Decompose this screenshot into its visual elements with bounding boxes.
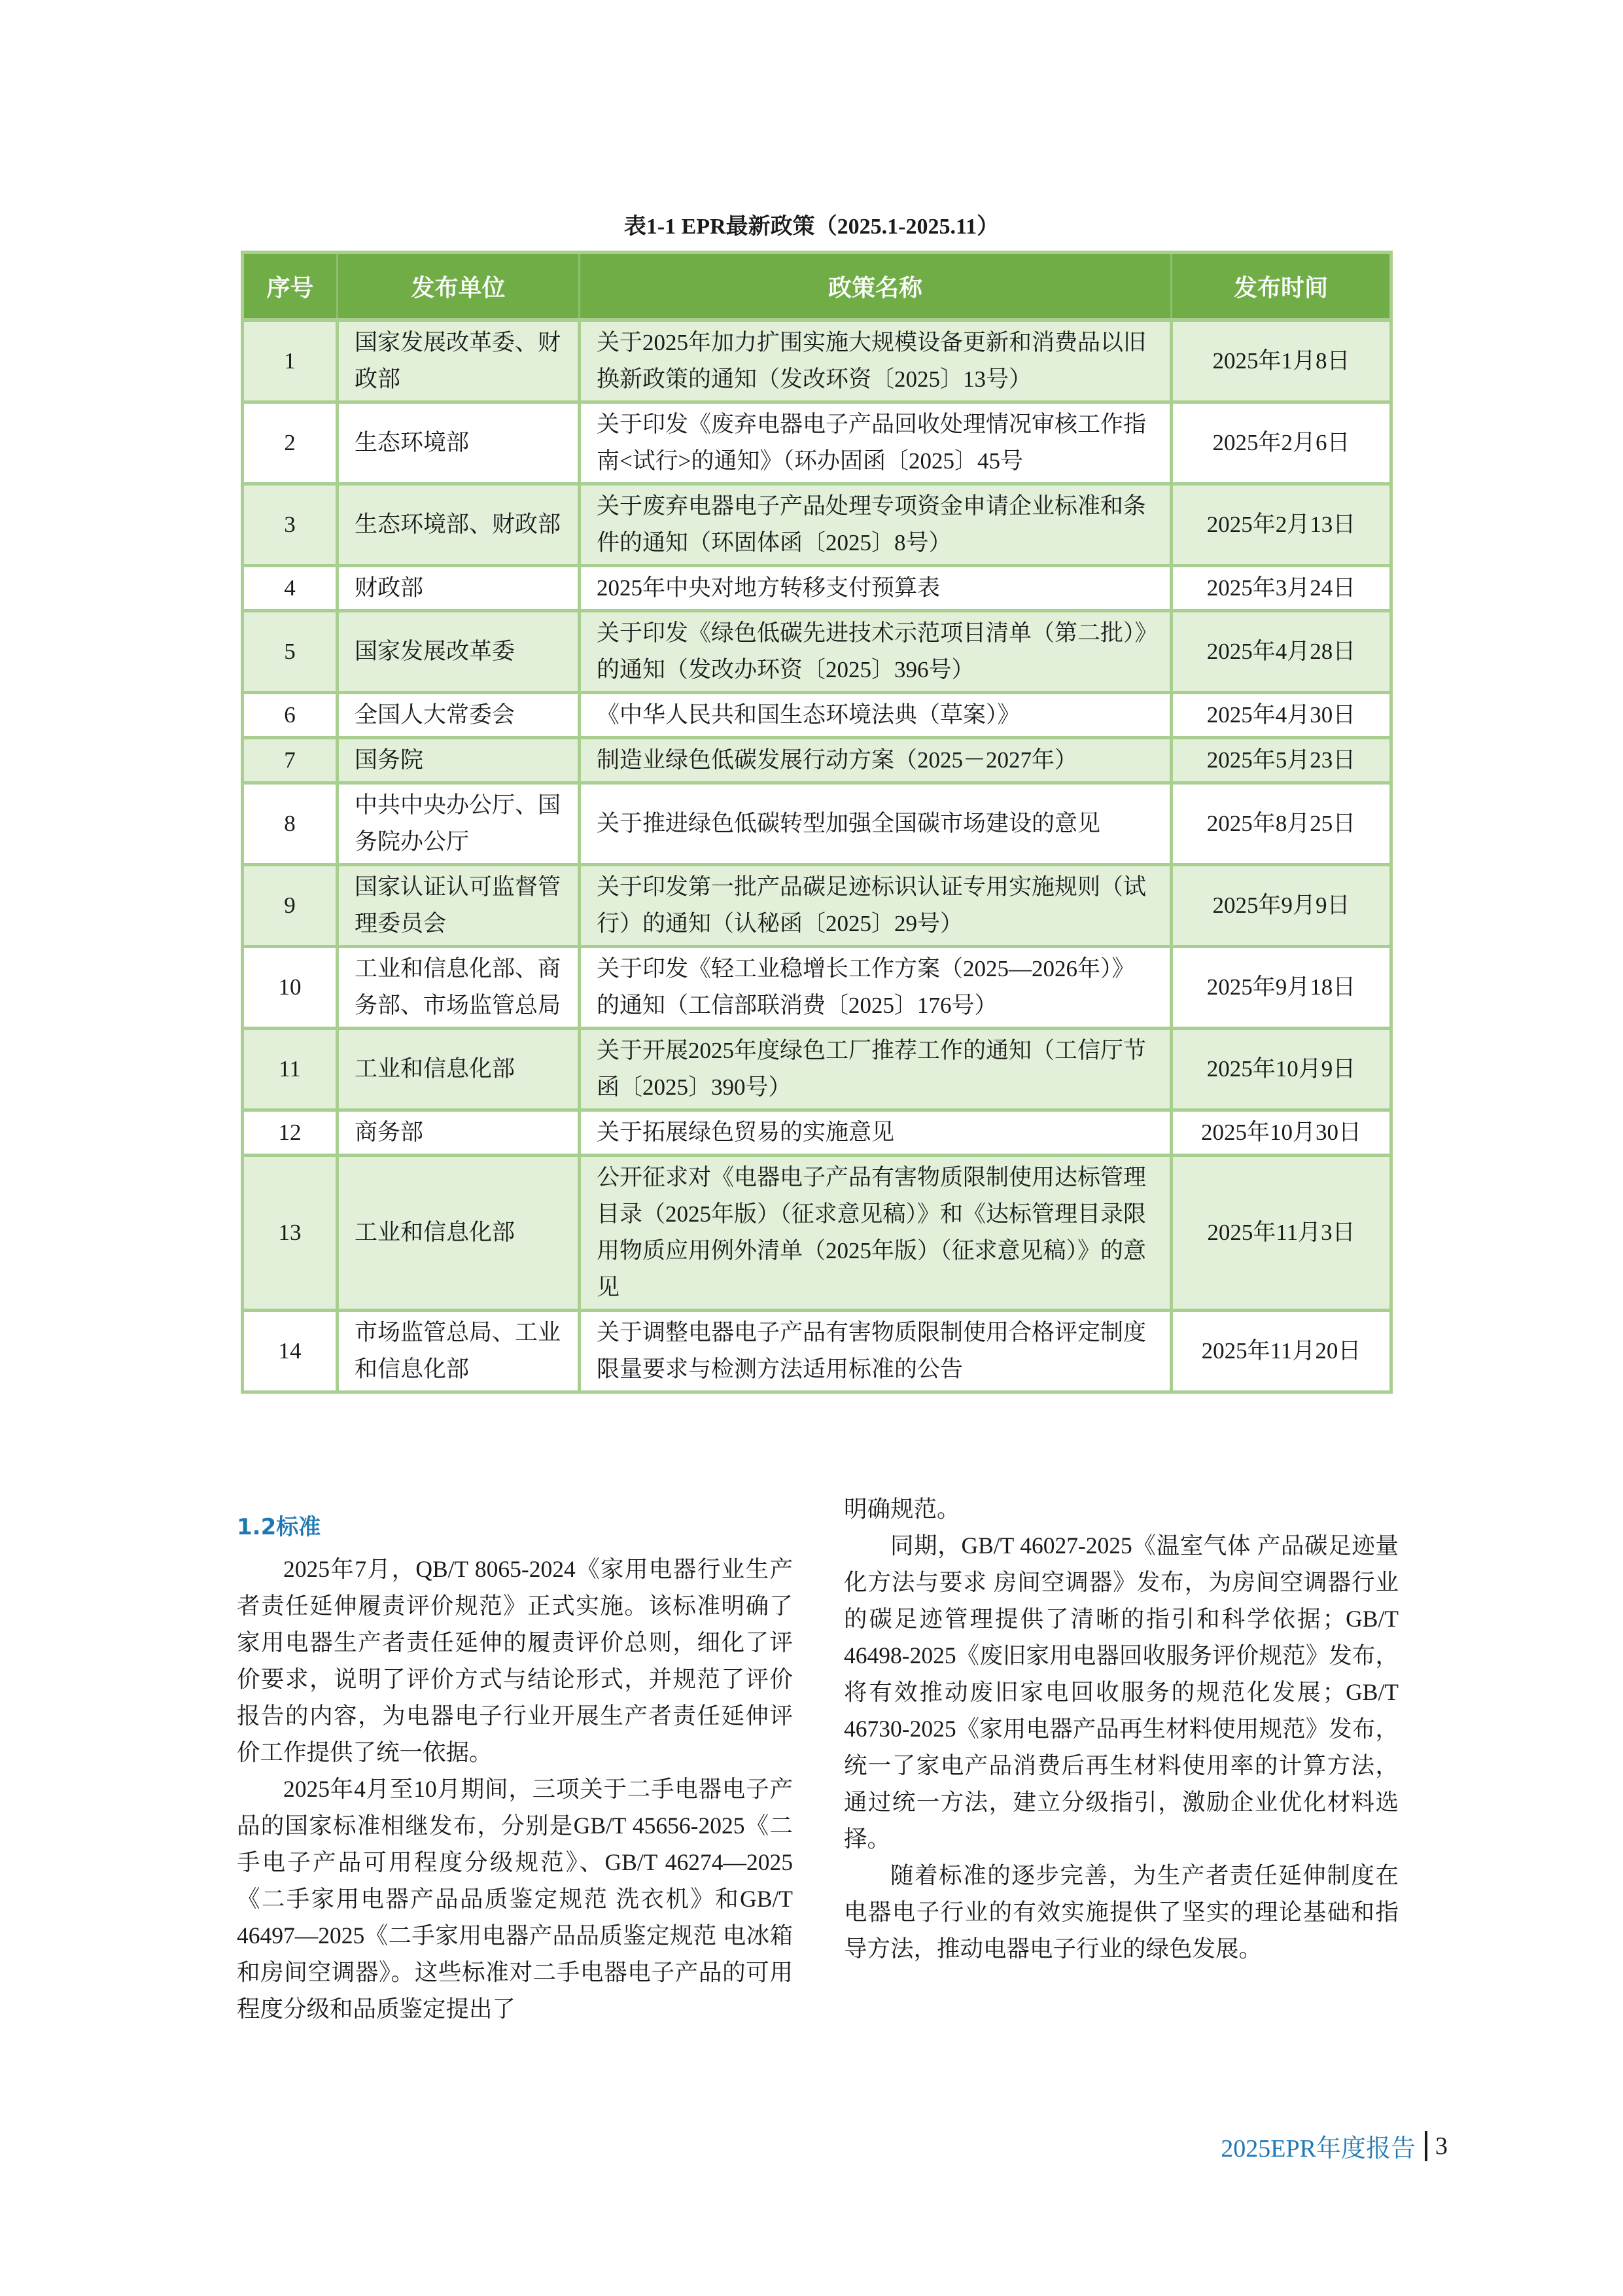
policy-table bbox=[241, 251, 1393, 1394]
cell-date: 2025年1月8日 bbox=[1172, 320, 1391, 402]
cell-issuer: 国家认证认可监督管理委员会 bbox=[338, 865, 580, 947]
cell-policy: 《中华人民共和国生态环境法典（草案）》 bbox=[580, 693, 1172, 738]
footer-divider bbox=[1425, 2131, 1427, 2161]
body-paragraph: 同期，GB/T 46027-2025《温室气体 产品碳足迹量化方法与要求 房间空调器》发布，为房间空调器行业的碳足迹管理提供了清晰的指引和科学依据；GB/T 46498-2025《废旧家用电器回收服务评价规范》发布，将有效推动废旧家电回收服务的规范化发展；GB/T 46730-2025《家用电器产品再生材料使用规范》发布，统一了家电产品消费后再生材料使用率的计算方法，通过统一方法，建立分级指引，激励企业优化材料选择。 bbox=[844, 1532, 1399, 1852]
table-row bbox=[243, 566, 1391, 611]
cell-no: 9 bbox=[243, 865, 338, 947]
cell-no: 7 bbox=[243, 738, 338, 783]
cell-no: 5 bbox=[243, 611, 338, 693]
table-row bbox=[243, 484, 1391, 566]
cell-date: 2025年11月20日 bbox=[1172, 1311, 1391, 1392]
cell-issuer: 市场监管总局、工业和信息化部 bbox=[338, 1311, 580, 1392]
header-no: 序号 bbox=[243, 253, 338, 321]
cell-no: 14 bbox=[243, 1311, 338, 1392]
cell-policy: 关于推进绿色低碳转型加强全国碳市场建设的意见 bbox=[580, 783, 1172, 865]
cell-policy: 制造业绿色低碳发展行动方案（2025－2027年） bbox=[580, 738, 1172, 783]
cell-issuer: 商务部 bbox=[338, 1110, 580, 1156]
cell-policy: 关于印发第一批产品碳足迹标识认证专用实施规则（试行）的通知（认秘函〔2025〕29号） bbox=[580, 865, 1172, 947]
page-footer bbox=[1221, 2128, 1448, 2164]
cell-no: 1 bbox=[243, 320, 338, 402]
cell-date: 2025年4月30日 bbox=[1172, 693, 1391, 738]
cell-policy: 关于废弃电器电子产品处理专项资金申请企业标准和条件的通知（环固体函〔2025〕8号） bbox=[580, 484, 1172, 566]
cell-no: 3 bbox=[243, 484, 338, 566]
report-title: 2025EPR年度报告 bbox=[1221, 2135, 1416, 2163]
table-row bbox=[243, 1156, 1391, 1311]
cell-policy: 2025年中央对地方转移支付预算表 bbox=[580, 566, 1172, 611]
cell-policy: 关于印发《废弃电器电子产品回收处理情况审核工作指南<试行>的通知》（环办固函〔2025〕45号 bbox=[580, 402, 1172, 484]
cell-date: 2025年2月6日 bbox=[1172, 402, 1391, 484]
body-paragraph: 2025年4月至10月期间，三项关于二手电器电子产品的国家标准相继发布，分别是GB/T 45656-2025《二手电子产品可用程度分级规范》、GB/T 46274—2025《二手家用电器产品品质鉴定规范 洗衣机》和GB/T 46497—2025《二手家用电器产品品质鉴定规范 电冰箱和房间空调器》。这些标准对二手电器电子产品的可用程度分级和品质鉴定提出了 bbox=[237, 1776, 793, 2022]
cell-policy: 公开征求对《电器电子产品有害物质限制使用达标管理目录（2025年版）（征求意见稿）》和《达标管理目录限用物质应用例外清单（2025年版）（征求意见稿）》的意见 bbox=[580, 1156, 1172, 1311]
header-policy: 政策名称 bbox=[580, 253, 1172, 321]
cell-no: 8 bbox=[243, 783, 338, 865]
cell-issuer: 生态环境部、财政部 bbox=[338, 484, 580, 566]
body-paragraph: 2025年7月，QB/T 8065-2024《家用电器行业生产者责任延伸履责评价规范》正式实施。该标准明确了家用电器生产者责任延伸的履责评价总则，细化了评价要求，说明了评价方式与结论形式，并规范了评价报告的内容，为电器电子行业开展生产者责任延伸评价工作提供了统一依据。 bbox=[237, 1556, 793, 1765]
cell-issuer: 国家发展改革委 bbox=[338, 611, 580, 693]
cell-date: 2025年10月9日 bbox=[1172, 1029, 1391, 1110]
table-row bbox=[243, 783, 1391, 865]
table-row bbox=[243, 1110, 1391, 1156]
cell-policy: 关于开展2025年度绿色工厂推荐工作的通知（工信厅节函〔2025〕390号） bbox=[580, 1029, 1172, 1110]
cell-issuer: 国务院 bbox=[338, 738, 580, 783]
cell-no: 6 bbox=[243, 693, 338, 738]
cell-policy: 关于拓展绿色贸易的实施意见 bbox=[580, 1110, 1172, 1156]
cell-date: 2025年8月25日 bbox=[1172, 783, 1391, 865]
cell-date: 2025年10月30日 bbox=[1172, 1110, 1391, 1156]
header-date: 发布时间 bbox=[1172, 253, 1391, 321]
table-row bbox=[243, 611, 1391, 693]
table-row bbox=[243, 1311, 1391, 1392]
cell-date: 2025年5月23日 bbox=[1172, 738, 1391, 783]
cell-no: 4 bbox=[243, 566, 338, 611]
cell-date: 2025年9月9日 bbox=[1172, 865, 1391, 947]
cell-issuer: 工业和信息化部 bbox=[338, 1156, 580, 1311]
cell-date: 2025年4月28日 bbox=[1172, 611, 1391, 693]
table-row bbox=[243, 320, 1391, 402]
table-row bbox=[243, 402, 1391, 484]
table-row bbox=[243, 947, 1391, 1029]
cell-policy: 关于调整电器电子产品有害物质限制使用合格评定制度限量要求与检测方法适用标准的公告 bbox=[580, 1311, 1172, 1392]
cell-issuer: 国家发展改革委、财政部 bbox=[338, 320, 580, 402]
body-column-left bbox=[237, 1509, 793, 2027]
cell-date: 2025年11月3日 bbox=[1172, 1156, 1391, 1311]
table-row bbox=[243, 865, 1391, 947]
page-number: 3 bbox=[1435, 2132, 1448, 2160]
cell-issuer: 中共中央办公厅、国务院办公厅 bbox=[338, 783, 580, 865]
cell-issuer: 全国人大常委会 bbox=[338, 693, 580, 738]
table-row bbox=[243, 738, 1391, 783]
table-header-row bbox=[243, 253, 1391, 321]
cell-no: 12 bbox=[243, 1110, 338, 1156]
table-row bbox=[243, 693, 1391, 738]
header-issuer: 发布单位 bbox=[338, 253, 580, 321]
cell-issuer: 工业和信息化部、商务部、市场监管总局 bbox=[338, 947, 580, 1029]
body-paragraph: 随着标准的逐步完善，为生产者责任延伸制度在电器电子行业的有效实施提供了坚实的理论基础和指导方法，推动电器电子行业的绿色发展。 bbox=[844, 1862, 1399, 1962]
cell-date: 2025年2月13日 bbox=[1172, 484, 1391, 566]
table-row bbox=[243, 1029, 1391, 1110]
body-column-right bbox=[844, 1491, 1399, 1967]
cell-policy: 关于印发《轻工业稳增长工作方案（2025—2026年）》的通知（工信部联消费〔2025〕176号） bbox=[580, 947, 1172, 1029]
cell-no: 13 bbox=[243, 1156, 338, 1311]
table-body bbox=[243, 320, 1391, 1392]
cell-date: 2025年3月24日 bbox=[1172, 566, 1391, 611]
cell-issuer: 财政部 bbox=[338, 566, 580, 611]
cell-policy: 关于印发《绿色低碳先进技术示范项目清单（第二批）》的通知（发改办环资〔2025〕396号） bbox=[580, 611, 1172, 693]
cell-no: 11 bbox=[243, 1029, 338, 1110]
policy-table-container bbox=[241, 251, 1389, 1394]
cell-date: 2025年9月18日 bbox=[1172, 947, 1391, 1029]
table-caption: 表1-1 EPR最新政策（2025.1-2025.11） bbox=[623, 215, 1000, 239]
cell-issuer: 工业和信息化部 bbox=[338, 1029, 580, 1110]
cell-no: 2 bbox=[243, 402, 338, 484]
section-heading: 1.2标准 bbox=[237, 1514, 321, 1540]
cell-policy: 关于2025年加力扩围实施大规模设备更新和消费品以旧换新政策的通知（发改环资〔2025〕13号） bbox=[580, 320, 1172, 402]
body-paragraph-continued: 明确规范。 bbox=[844, 1496, 960, 1522]
cell-no: 10 bbox=[243, 947, 338, 1029]
cell-issuer: 生态环境部 bbox=[338, 402, 580, 484]
